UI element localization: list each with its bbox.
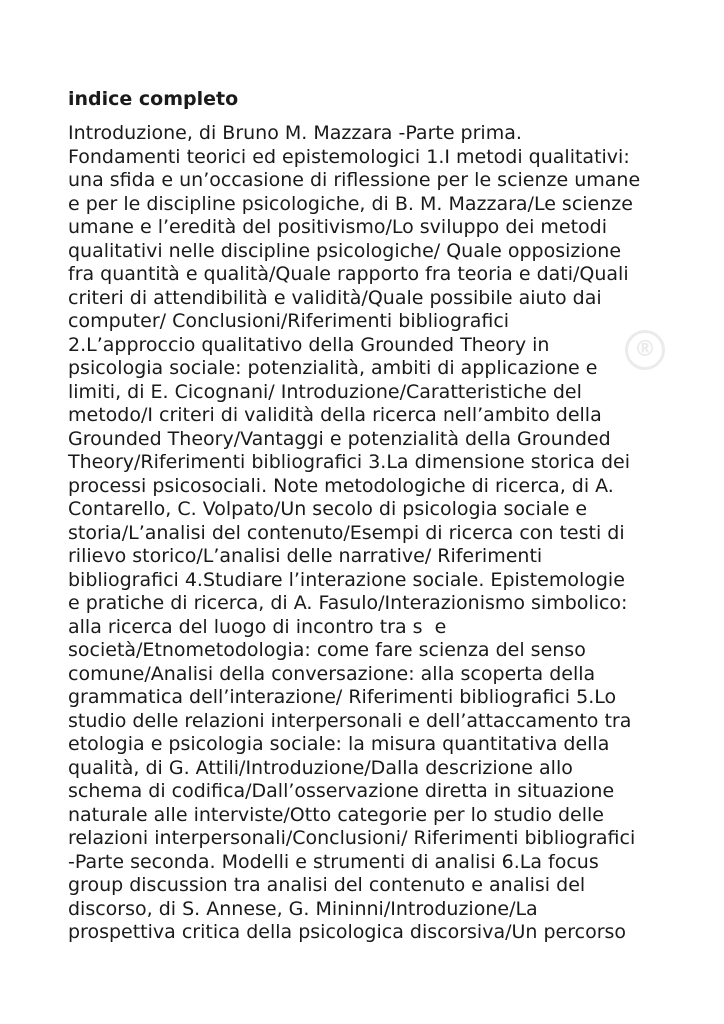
- text-line: qualitativi nelle discipline psicologiche/ Quale opposizione: [68, 239, 622, 262]
- text-line: prospettiva critica della psicologica discorsiva/Un percorso: [68, 921, 627, 943]
- text-line: storia/L’analisi del contenuto/Esempi di ricerca con testi di: [68, 521, 625, 544]
- text-line: Introduzione, di Bruno M. Mazzara -Parte prima.: [68, 122, 522, 144]
- text-line: psicologia sociale: potenzialità, ambiti di applicazione e: [68, 357, 598, 379]
- registered-mark-icon: ®: [625, 330, 665, 370]
- text-line: comune/Analisi della conversazione: alla scoperta della: [68, 662, 596, 685]
- text-line: rilievo storico/L’analisi delle narrative/ Riferimenti: [68, 545, 543, 567]
- text-line: metodo/I criteri di validità della ricerca nell’ambito della: [68, 404, 602, 426]
- text-line: schema di codifica/Dall’osservazione diretta in situazione: [68, 780, 615, 802]
- text-line: processi psicosociali. Note metodologiche di ricerca, di A.: [68, 474, 614, 497]
- text-line: e pratiche di ricerca, di A. Fasulo/Interazionismo simbolico:: [68, 592, 628, 614]
- text-line: grammatica dell’interazione/ Riferimenti bibliografici 5.Lo: [68, 686, 617, 708]
- text-line: criteri di attendibilità e validità/Quale possibile aiuto dai: [68, 286, 602, 309]
- text-line: -Parte seconda. Modelli e strumenti di analisi 6.La focus: [68, 850, 599, 873]
- text-line: discorso, di S. Annese, G. Mininni/Introduzione/La: [68, 897, 538, 920]
- text-line: etologia e psicologia sociale: la misura quantitativa della: [68, 733, 610, 755]
- text-line: Contarello, C. Volpato/Un secolo di psicologia sociale e: [68, 498, 588, 520]
- text-line: Grounded Theory/Vantaggi e potenzialità della Grounded: [68, 427, 611, 450]
- section-heading: indice completo: [68, 88, 239, 110]
- text-line: fra quantità e qualità/Quale rapporto fra teoria e dati/Quali: [68, 263, 629, 285]
- text-line: e per le discipline psicologiche, di B. M. Mazzara/Le scienze: [68, 192, 633, 215]
- table-of-contents-text: [68, 122, 668, 945]
- text-line: group discussion tra analisi del contenuto e analisi del: [68, 874, 586, 896]
- text-line: una sfida e un’occasione di riflessione per le scienze umane: [68, 169, 641, 191]
- text-line: computer/ Conclusioni/Riferimenti bibliografici: [68, 310, 510, 332]
- text-line: qualità, di G. Attili/Introduzione/Dalla descrizione allo: [68, 756, 573, 779]
- text-line: relazioni interpersonali/Conclusioni/ Riferimenti bibliografici: [68, 827, 636, 849]
- text-line: bibliografici 4.Studiare l’interazione sociale. Epistemologie: [68, 568, 625, 591]
- text-line: Theory/Riferimenti bibliografici 3.La dimensione storica dei: [68, 451, 630, 473]
- text-line: naturale alle interviste/Otto categorie per lo studio delle: [68, 803, 604, 826]
- text-line: limiti, di E. Cicognani/ Introduzione/Caratteristiche del: [68, 380, 582, 403]
- text-line: alla ricerca del luogo di incontro tra s e: [68, 615, 447, 638]
- text-line: 2.L’approccio qualitativo della Grounded Theory in: [68, 333, 550, 356]
- text-line: umane e l’eredità del positivismo/Lo sviluppo dei metodi: [68, 216, 607, 238]
- text-line: Fondamenti teorici ed epistemologici 1.I metodi qualitativi:: [68, 145, 630, 168]
- text-line: società/Etnometodologia: come fare scienza del senso: [68, 639, 586, 661]
- text-line: studio delle relazioni interpersonali e dell’attaccamento tra: [68, 709, 632, 732]
